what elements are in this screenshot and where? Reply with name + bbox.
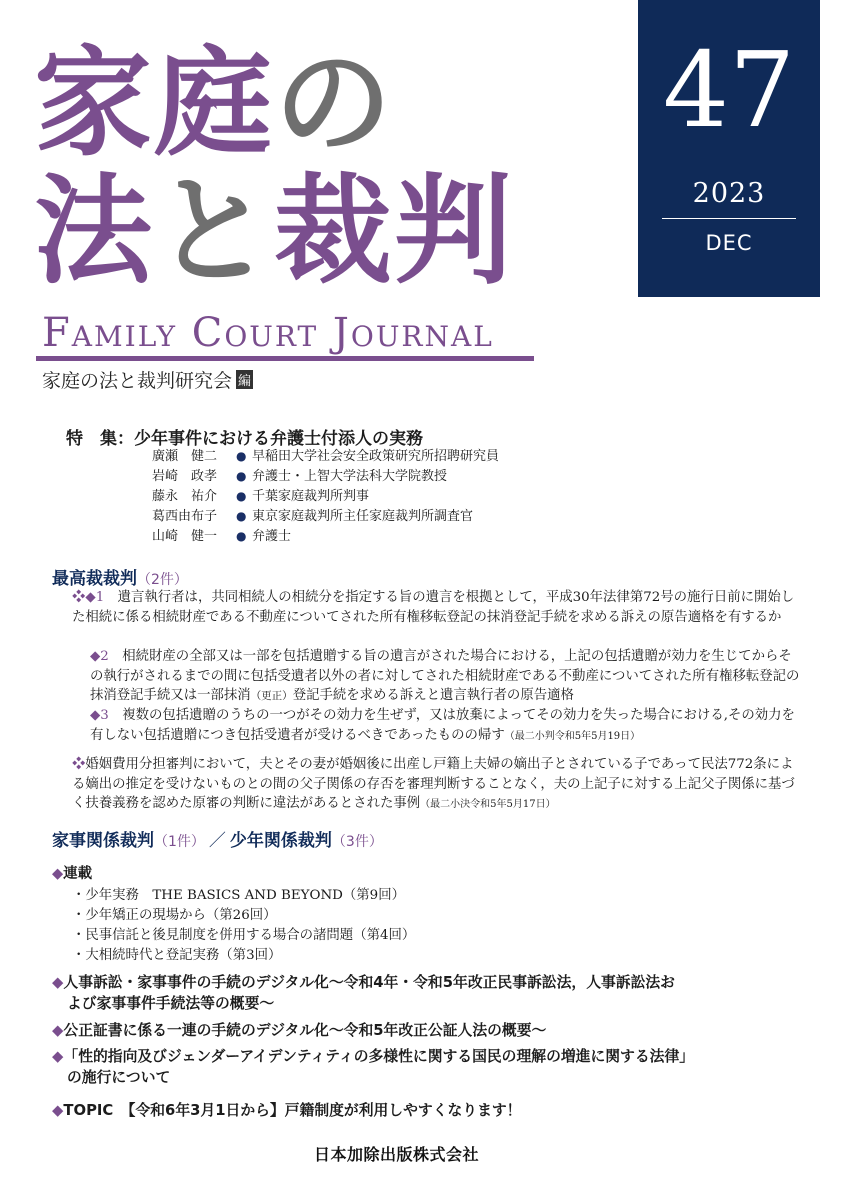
family-label: 家事関係裁判 — [52, 831, 154, 851]
article-line: TOPIC 【令和6年3月1日から】戸籍制度が利用しやすくなります！ — [63, 1102, 522, 1119]
juvenile-count: （3件） — [331, 834, 383, 850]
author-name: 廣瀬 健二 — [152, 449, 218, 464]
bullet-icon: ● — [236, 489, 247, 503]
editor-badge: 編 — [236, 370, 253, 389]
diamond-icon: ◆ — [52, 1048, 64, 1065]
article-line: 人事訴訟・家事事件の手続のデジタル化～令和4年・令和5年改正民事訴訟法，人事訴訟法お — [63, 974, 675, 991]
serial-item: ・大相続時代と登記実務（第3回） — [72, 948, 282, 963]
author-affiliation: 東京家庭裁判所主任家庭裁判所調査官 — [252, 509, 474, 524]
diamond-icon: ◆3 — [90, 708, 109, 723]
heading-separator: ／ — [208, 831, 226, 851]
family-juvenile-heading — [52, 826, 383, 851]
author-affiliation: 弁護士 — [252, 529, 292, 544]
diamond-icon: ◆2 — [90, 649, 109, 664]
juvenile-label: 少年関係裁判 — [229, 831, 332, 851]
supreme-court-count: （2件） — [137, 572, 188, 588]
bullet-icon: ● — [236, 529, 247, 543]
article-line: 「性的指向及びジェンダーアイデンティティの多様性に関する国民の理解の増進に関する法律」 — [63, 1048, 695, 1065]
case-citation: （最二小判令和5年5月19日） — [504, 730, 641, 742]
author-affiliation: 早稲田大学社会安全政策研究所招聘研究員 — [252, 449, 500, 464]
title-divider — [36, 356, 534, 361]
title-kana-to: と — [154, 162, 275, 300]
diamond-icon: ◆ — [52, 974, 64, 991]
case-text: 相続財産の全部又は一部を包括遺贈する旨の遺言がされた場合における，上記の包括遺贈が効力を生じてからその執行がされるまでの間に包括受遺者以外の者に対してされた相続財産である不動産についてされた所有権移転登記の抹消登記手続又は一部抹消 — [90, 649, 800, 703]
serial-item: ・民事信託と後見制度を併用する場合の諸問題（第4回） — [72, 928, 416, 943]
supreme-case-1-item-3 — [90, 706, 804, 746]
author-row — [152, 505, 473, 524]
bullet-icon: ● — [236, 509, 247, 523]
article-notary — [52, 1020, 546, 1041]
title-kanji-ho: 法 — [34, 162, 155, 300]
article-line: よび家事事件手続法等の概要～ — [67, 995, 275, 1012]
title-kanji-katei: 家庭 — [34, 34, 275, 172]
issue-month: DEC — [705, 231, 753, 255]
supreme-case-1-item-2 — [90, 647, 804, 707]
editor-name: 家庭の法と裁判研究会 — [42, 370, 233, 392]
title-kana-no: の — [274, 34, 395, 172]
author-row — [152, 445, 499, 464]
author-row — [152, 525, 291, 544]
case-text: 遺言執行者は，共同相続人の相続分を指定する旨の遺言を根拠として，平成30年法律第72号の施行日前に開始した相続に係る相続財産である不動産についてされた所有権移転登記の抹消登記手続を求める訴えの原告適格を有するか — [72, 590, 795, 625]
issue-divider — [662, 218, 796, 219]
author-affiliation: 弁護士・上智大学法科大学院教授 — [252, 469, 448, 484]
author-row — [152, 465, 447, 484]
issue-year: 2023 — [692, 178, 766, 209]
article-gender-law — [52, 1046, 694, 1088]
serial-heading — [52, 862, 92, 883]
author-name: 藤永 祐介 — [152, 489, 218, 504]
case-text: 複数の包括遺贈のうちの一つがその効力を生ぜず，又は放棄によってその効力を失った場合における,その効力を有しない包括遺贈につき包括受遺者が受けるべきであったものの帰す — [90, 708, 795, 743]
diamond-icon: ◆ — [52, 866, 64, 882]
diamond-icon: ❖◆1 — [72, 590, 105, 605]
author-row — [152, 485, 369, 504]
title-kanji-saiban: 裁判 — [274, 162, 515, 300]
author-name: 葛西由布子 — [152, 509, 218, 524]
author-name: 山崎 健一 — [152, 529, 218, 544]
bullet-icon: ● — [236, 449, 247, 463]
serial-item: ・少年実務 THE BASICS AND BEYOND（第9回） — [72, 888, 405, 903]
serial-label: 連載 — [63, 866, 93, 882]
case-text-small: （更正） — [250, 690, 293, 702]
issue-number: 47 — [662, 29, 796, 151]
supreme-court-heading — [52, 564, 188, 589]
title-line-1 — [34, 34, 395, 172]
supreme-court-label: 最高裁裁判 — [52, 569, 137, 589]
article-line: の施行について — [67, 1069, 171, 1086]
editor-line — [42, 366, 253, 393]
feature-title: 特 集：少年事件における弁護士付添人の実務 — [66, 429, 423, 449]
article-topic — [52, 1100, 521, 1121]
article-digitalization — [52, 972, 675, 1014]
author-affiliation: 千葉家庭裁判所判事 — [252, 489, 370, 504]
author-name: 岩崎 政孝 — [152, 469, 218, 484]
case-citation: （最二小決令和5年5月17日） — [420, 799, 556, 810]
article-line: 公正証書に係る一連の手続のデジタル化～令和5年改正公証人法の概要～ — [63, 1022, 547, 1039]
bullet-icon: ● — [236, 469, 247, 483]
supreme-case-2 — [72, 755, 804, 815]
publisher-name: 日本加除出版株式会社 — [314, 1145, 480, 1164]
family-count: （1件） — [154, 834, 205, 850]
diamond-icon: ❖ — [72, 757, 86, 772]
serial-item: ・少年矯正の現場から（第26回） — [72, 908, 277, 923]
case-text: 婚姻費用分担審判において，夫とその妻が婚姻後に出産し戸籍上夫婦の嫡出子とされている子であって民法772条による嫡出の推定を受けないものとの間の父子関係の存否を審理判断することなく，夫の上記子に対する上記父子関係に基づく扶養義務を認めた原審の判断に違法があるとされた事例 — [72, 757, 795, 811]
supreme-case-1-item-1 — [72, 588, 804, 627]
case-text-end: 登記手続を求める訴えと遺言執行者の原告適格 — [292, 688, 574, 703]
english-title: Family Court Journal — [42, 310, 494, 356]
diamond-icon: ◆ — [52, 1102, 64, 1119]
issue-box — [638, 0, 820, 297]
title-line-2 — [34, 162, 515, 300]
diamond-icon: ◆ — [52, 1022, 64, 1039]
